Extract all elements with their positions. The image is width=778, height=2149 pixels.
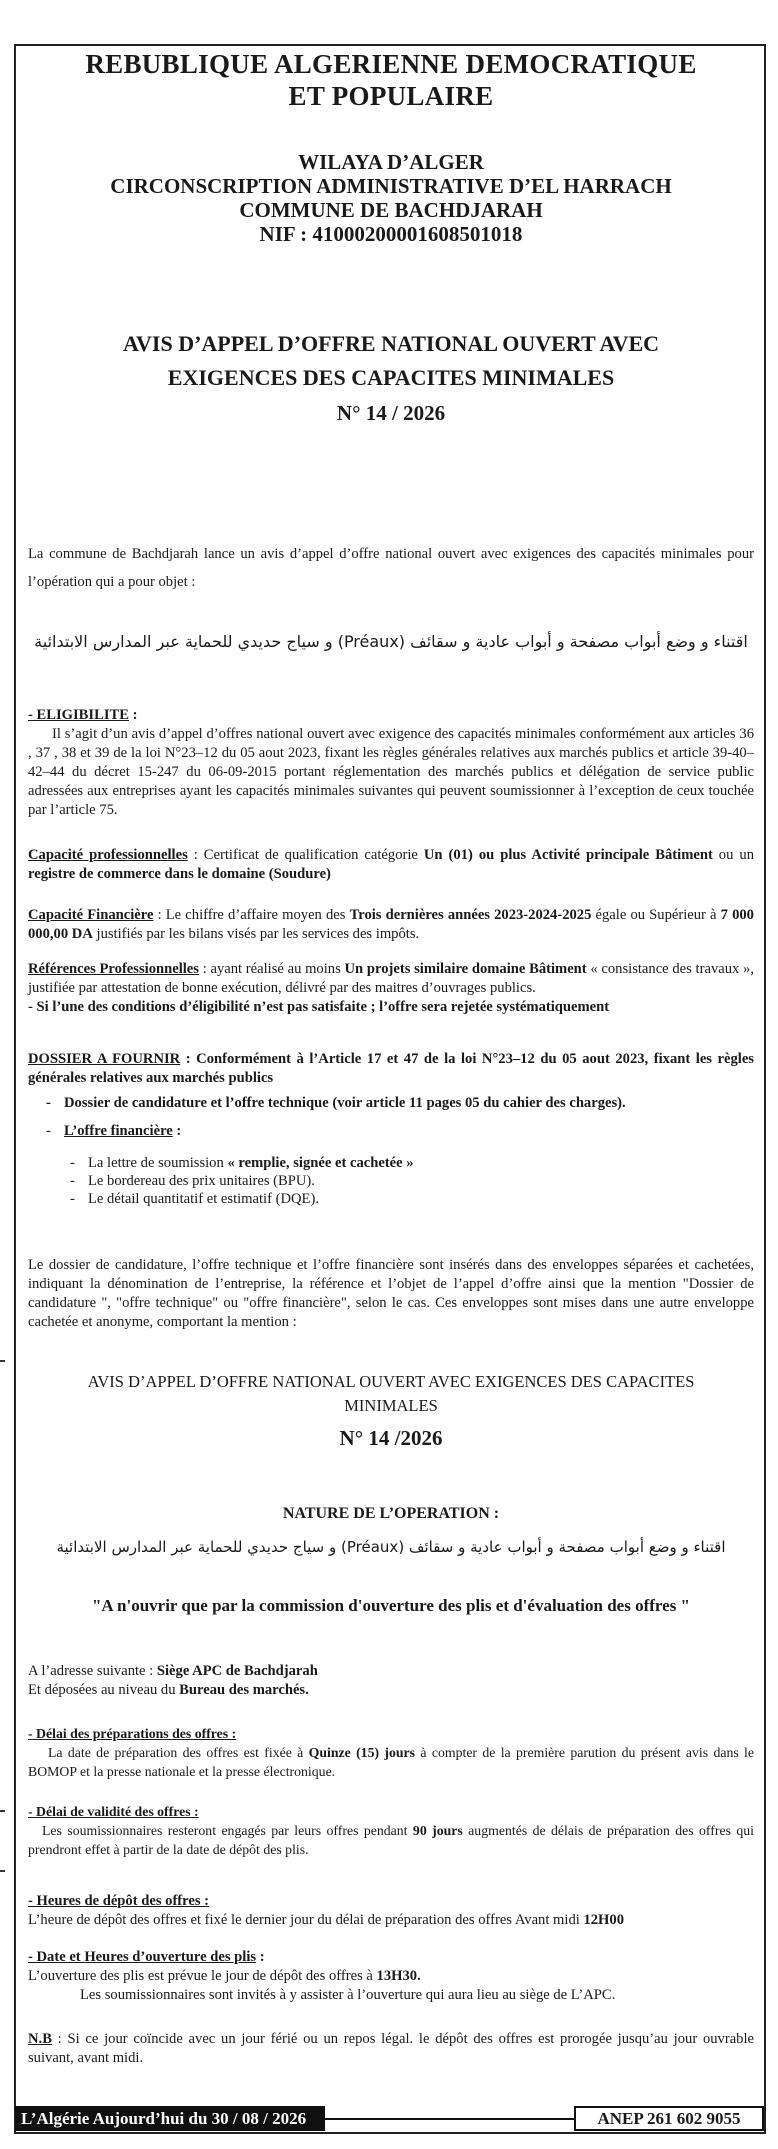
delai-validite-section: [28, 1802, 754, 1859]
eligibility-heading: - ELIGIBILITE: [28, 707, 129, 723]
mention-line-2: MINIMALES: [344, 1396, 438, 1415]
item-text: Le détail quantitatif et estimatif (DQE).: [88, 1191, 319, 1207]
adresse-text: A l’adresse suivante :: [28, 1663, 157, 1679]
capacite-pro: [28, 846, 754, 884]
delai-validite-text: Les soumissionnaires resteront engagés par leurs offres pendant: [42, 1823, 413, 1838]
delai-validite-label: - Délai de validité des offres :: [28, 1804, 199, 1819]
capacite-fin: [28, 906, 754, 944]
authority-block: [28, 150, 754, 246]
capacite-pro-registre: registre de commerce dans le domaine (Soudure): [28, 866, 331, 882]
capacite-fin-text-2: égale ou Supérieur à: [591, 907, 721, 923]
ouverture-section: [28, 1948, 754, 2005]
mention-line-1: AVIS D’APPEL D’OFFRE NATIONAL OUVERT AVEC EXIGENCES DES CAPACITES: [87, 1372, 695, 1391]
ouverture-colon: :: [256, 1949, 265, 1965]
margin-mark: [0, 1360, 5, 1362]
ouverture-text: L’ouverture des plis est prévue le jour de dépôt des offres à: [28, 1968, 377, 1984]
operation-object-ar: اقتناء و وضع أبواب مصفحة و أبواب عادية و سقائف (Préaux) و سياج حديدي للحماية عبر المدارس الابتدائية: [34, 632, 748, 651]
offre-financiere-label: L’offre financière: [64, 1123, 173, 1139]
enveloppes-paragraph: Le dossier de candidature, l’offre technique et l’offre financière sont insérés dans des enveloppes séparées et cachetées, indiquant la dénomination de l’entreprise, la référence et l’objet de l’appel d’offre ainsi que la mention "Dossier de candidature ", "offre technique" ou "offre financière", selon le cas. Ces enveloppes sont mises dans une autre enveloppe cachetée et anonyme, comportant la mention :: [28, 1257, 754, 1330]
newspaper-date-banner: L’Algérie Aujourd’hui du 30 / 08 / 2026: [15, 2106, 325, 2131]
dossier-item-candidature: - Dossier de candidature et l’offre technique (voir article 11 pages 05 du cahier des charges).: [28, 1094, 754, 1112]
delai-preparation-text-2: à compter de la première parution du présent avis dans le BOMOP et la presse nationale et la presse électronique.: [28, 1745, 755, 1779]
item-bold: « remplie, signée et cachetée »: [227, 1155, 414, 1171]
republic-line-2: ET POPULAIRE: [288, 81, 494, 111]
references-section: [28, 960, 754, 1017]
nb-text: : Si ce jour coïncide avec un jour férié ou un repos légal. le dépôt des offres est prorogée jusqu’au jour ouvrable suivant, avant midi.: [28, 2031, 754, 2066]
heures-depot-label: - Heures de dépôt des offres :: [28, 1893, 210, 1909]
item-text: La lettre de soumission: [88, 1155, 228, 1171]
notice-number: N° 14 / 2026: [336, 401, 446, 425]
title-line-1: AVIS D’APPEL D’OFFRE NATIONAL OUVERT AVEC: [122, 331, 660, 356]
margin-mark: [0, 1870, 5, 1872]
mention-block: [28, 1370, 754, 1451]
republic-header: [28, 48, 754, 112]
nature-object-ar: اقتناء و وضع أبواب مصفحة و أبواب عادية و سقائف (Préaux) و سياج حديدي للحماية عبر المدارس الابتدائية: [56, 1538, 726, 1556]
eligibility-warning: - Si l’une des conditions d’éligibilité n’est pas satisfaite ; l’offre sera rejetée systématiquement: [28, 999, 610, 1015]
commune: COMMUNE DE BACHDJARAH: [239, 198, 543, 222]
eligibility-colon: :: [128, 707, 138, 723]
heures-depot-text: L’heure de dépôt des offres et fixé le dernier jour du délai de préparation des offres Avant midi: [28, 1912, 584, 1928]
title-line-2: EXIGENCES DES CAPACITES MINIMALES: [167, 365, 615, 390]
offre-financiere-items: [28, 1154, 754, 1208]
notice-title: [28, 327, 754, 426]
circonscription: CIRCONSCRIPTION ADMINISTRATIVE D’EL HARRACH: [110, 174, 672, 198]
nb-section: [28, 2030, 754, 2068]
adresse-section: [28, 1662, 754, 1700]
eligibility-section: [28, 706, 754, 820]
wilaya: WILAYA D’ALGER: [298, 150, 484, 174]
nif: NIF : 41000200001608501018: [259, 222, 523, 246]
capacite-pro-category: Un (01) ou plus Activité principale Bâtiment: [423, 847, 713, 863]
capacite-pro-text: : Certificat de qualification catégorie: [187, 847, 424, 863]
footer-rule: [325, 2118, 574, 2120]
mention-number: N° 14 /2026: [339, 1426, 443, 1450]
references-text: : ayant réalisé au moins: [198, 961, 345, 977]
offre-financiere-list: [28, 1122, 754, 1140]
capacite-fin-years: Trois dernières années 2023-2024-2025: [349, 907, 592, 923]
delai-preparation-days: Quinze (15) jours: [308, 1745, 416, 1760]
list-item: [52, 1154, 754, 1172]
opening-commission-note: "A n'ouvrir que par la commission d'ouverture des plis et d'évaluation des offres ": [91, 1596, 690, 1615]
nb-label: N.B: [28, 2031, 52, 2047]
references-project: Un projets similaire domaine Bâtiment: [344, 961, 587, 977]
references-label: Références Professionnelles: [28, 961, 199, 977]
dossier-section: [28, 1050, 754, 1208]
capacite-pro-label: Capacité professionnelles: [28, 847, 188, 863]
delai-validite-text-2: augmentés de délais de préparation des offres qui prendront effet à partir de la date de dépôt des plis.: [28, 1823, 754, 1857]
delai-preparation-section: [28, 1724, 754, 1781]
dossier-list: [28, 1094, 754, 1112]
dossier-text: : Conformément à l’Article 17 et 47 de la loi N°23–12 du 05 aout 2023, fixant les règles générales relatives aux marchés publics: [28, 1051, 754, 1086]
ouverture-time: 13H30.: [376, 1968, 421, 1984]
delai-preparation-label: - Délai des préparations des offres :: [28, 1726, 237, 1741]
list-item: [52, 1190, 754, 1208]
adresse-bureau: Bureau des marchés.: [179, 1682, 309, 1698]
references-text-2: « consistance des travaux », justifiée par attestation de bonne exécution, délivré par des maitres d’ouvrages publics.: [28, 961, 754, 996]
ouverture-label: - Date et Heures d’ouverture des plis: [28, 1949, 257, 1965]
nature-heading: NATURE DE L’OPERATION :: [282, 1505, 500, 1522]
capacite-fin-amount: 7 000 000,00 DA: [28, 907, 754, 942]
adresse-text-2: Et déposées au niveau du: [28, 1682, 180, 1698]
capacite-fin-label: Capacité Financière: [28, 907, 154, 923]
list-item: [52, 1172, 754, 1190]
anep-reference: ANEP 261 602 9055: [574, 2106, 764, 2131]
adresse-siege: Siège APC de Bachdjarah: [156, 1663, 318, 1679]
offre-financiere-colon: :: [172, 1123, 182, 1139]
heures-depot-time: 12H00: [583, 1912, 624, 1928]
republic-line-1: REBUBLIQUE ALGERIENNE DEMOCRATIQUE: [85, 49, 697, 79]
capacite-pro-or: ou un: [712, 847, 754, 863]
intro-paragraph: La commune de Bachdjarah lance un avis d’appel d’offre national ouvert avec exigences des capacités minimales pour l’opération qui a pour objet :: [28, 546, 754, 590]
delai-validite-days: 90 jours: [412, 1823, 463, 1838]
ouverture-invitation: Les soumissionnaires sont invités à y assister à l’ouverture qui aura lieu au siège de L’APC.: [80, 1987, 616, 2003]
dossier-label: DOSSIER A FOURNIR: [28, 1051, 181, 1067]
capacite-fin-text-3: justifiés par les bilans visés par les services des impôts.: [92, 926, 420, 942]
item-text: Le bordereau des prix unitaires (BPU).: [88, 1173, 315, 1189]
heures-depot-section: [28, 1892, 754, 1930]
capacite-fin-text: : Le chiffre d’affaire moyen des: [153, 907, 350, 923]
delai-preparation-text: La date de préparation des offres est fixée à: [48, 1745, 309, 1760]
eligibility-text: Il s’agit d’un avis d’appel d’offres national ouvert avec exigence des capacités minimales conformément aux articles 36 , 37 , 38 et 39 de la loi N°23–12 du 05 aout 2023, fixant les règles générales relatives aux marchés publics et article 39-40–42–44 du décret 15-247 du 06-09-2015 portant réglementation des marchés publics et délégation de service public adressées aux entreprises ayant les capacités minimales suivantes qui peuvent soumissionner à l’exception de ceux touchée par l’article 75.: [28, 726, 754, 818]
margin-mark: [0, 1810, 5, 1812]
